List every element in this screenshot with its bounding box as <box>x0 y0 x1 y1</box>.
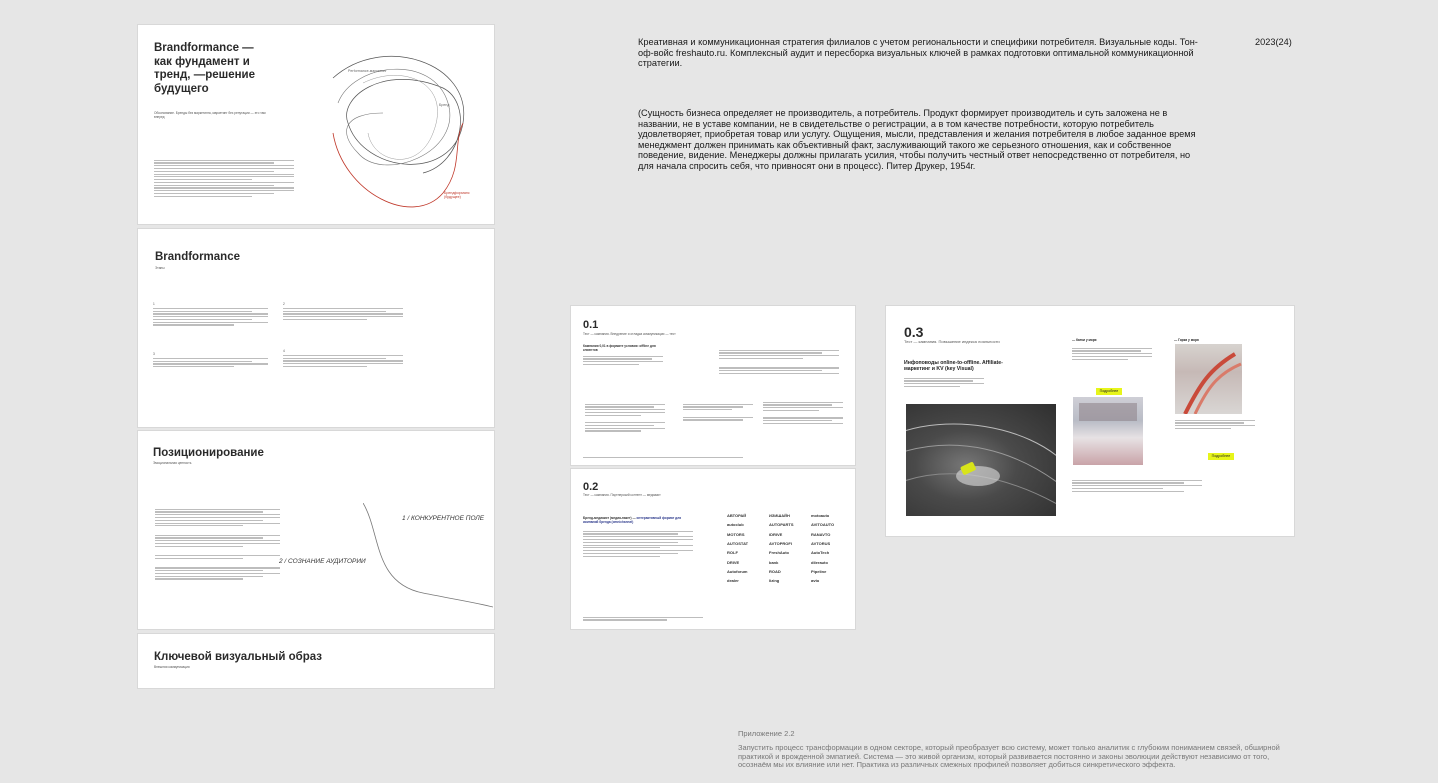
partner-logo: Pipeline <box>811 568 827 574</box>
slide-brandformance-foundation[interactable] <box>138 25 494 224</box>
partner-logo: АВТОРАЙ <box>727 513 747 518</box>
footnote <box>583 455 743 459</box>
slide-brandformance-stages[interactable] <box>138 229 494 427</box>
column-title-slides: — Горки у моря <box>1174 338 1199 342</box>
slide-subtitle: Внешняя коммуникация <box>154 665 190 669</box>
slide-body-text <box>154 158 294 199</box>
partner-logo: iDRIVE <box>769 531 783 537</box>
partner-logo: MOTORS <box>727 531 745 537</box>
partner-logo: ИЗИШАЙН <box>769 513 790 518</box>
slide-number: 0.2 <box>583 481 599 493</box>
footer-label: Приложение 2.2 <box>738 729 795 738</box>
text-block <box>583 354 663 367</box>
slide-test-campaign-03[interactable] <box>886 306 1294 536</box>
slide-title: Brandformance <box>155 251 240 263</box>
slide-subtitle: Тест — кампания. Партнерский контент — медиакит <box>583 493 661 497</box>
label-brand: Бренд <box>439 103 450 107</box>
text-block <box>719 348 839 376</box>
partner-logo: AVTOPROFI <box>769 540 792 546</box>
header-description: Креативная и коммуникационная стратегия филиалов с учетом региональности и специфики потребителя. Визуальные коды. Тон-оф-войс freshauto.ru. Комплексный аудит и пересборка визуальных ключей в рамках подготовки оптимальной коммуникационной стратегии. <box>638 37 1198 69</box>
details-button-1[interactable]: Подробнее <box>1096 388 1122 395</box>
partner-logo: AutoTech <box>811 550 830 556</box>
slide-test-campaign-02[interactable] <box>571 469 855 629</box>
logo-grid <box>727 513 847 589</box>
slide-heading: Инфоповоды online-to-offline. Affiliate-маркетинг и KV (key Visual) <box>904 360 1003 372</box>
slide-subtitle: Обоснование. Бренды без маркетинга, маркетинг без репутации — это там вперед <box>154 111 266 120</box>
slide-title: Позиционирование <box>153 447 264 459</box>
slide-number: 0.1 <box>583 319 599 331</box>
slide-subtitle: Этапы <box>155 266 165 270</box>
text-block <box>583 529 693 558</box>
partner-logo: AUTOPARTS <box>769 522 794 528</box>
partner-logo: dilerauto <box>811 559 828 565</box>
slide-body-text <box>155 507 280 581</box>
partner-logo: autoclub <box>727 522 744 528</box>
partner-logo: avto <box>811 578 820 584</box>
stage-1: 1 <box>153 302 268 327</box>
slide-subtitle: Тест — кампания. Повышение индекса лояльности <box>904 339 1000 344</box>
label-brandformance-future: Брендформанс (будущее) <box>444 191 470 199</box>
partner-logo: motoauto <box>811 513 830 518</box>
header-quote: (Сущность бизнеса определяет не производитель, а потребитель. Продукт формирует производитель и суть заложена не в названии, не в уставе компании, не в свидетельстве о регистрации, а в том качестве потребности, которую потребитель удовлетворяет, приобретая товар или услугу. Ощущения, мысли, представления и желания потребителя в любое заданное время менеджмент должен принимать как объективный факт, заслуживающий такого же серьезного отношения, как и собственное поведение, видение. Менеджеры должны прилагать усилия, чтобы получить честный ответ непосредственно от потребителя, но для начала спросить себя, что привносят они в процесс). Питер Друкер, 1954г. <box>638 108 1196 171</box>
partner-logo: dealer <box>727 578 739 584</box>
label-audience-mind: 2 / СОЗНАНИЕ АУДИТОРИИ <box>279 558 366 565</box>
partner-logo: AUTOSTAT <box>727 540 749 546</box>
partner-logo: ROLF <box>727 550 738 556</box>
partner-logo: lizing <box>769 578 780 584</box>
text-block <box>1072 478 1202 494</box>
slide-positioning[interactable] <box>138 431 494 629</box>
slide-key-visual[interactable] <box>138 634 494 688</box>
slide-number: 0.3 <box>904 324 924 340</box>
text-block <box>904 376 984 389</box>
text-block <box>683 402 753 422</box>
slide-subtitle: Эмоциональная ценность <box>153 461 192 465</box>
snow-slides-photo <box>1175 344 1242 414</box>
partner-logo: Autoforum <box>727 568 748 574</box>
ice-rink-photo <box>1073 397 1143 465</box>
text-block <box>585 402 665 433</box>
stage-2: 2 <box>283 302 403 322</box>
stage-3: 3 <box>153 352 268 369</box>
text-block <box>1175 418 1255 431</box>
text-block <box>763 400 843 426</box>
slide-title: Ключевой визуальный образ <box>154 651 323 663</box>
footnote <box>583 615 703 622</box>
slide-title: Brandformance — как фундамент и тренд, —решение будущего <box>154 42 256 95</box>
partner-logo: ROAD <box>769 568 781 574</box>
label-competitive-field: 1 / КОНКУРЕНТНОЕ ПОЛЕ <box>402 515 485 522</box>
stage-4: 4 <box>283 349 403 369</box>
footer-text: Запустить процесс трансформации в одном секторе, который преобразует всю систему, может только аналитик с глубоким пониманием связей, обширной практикой и врожденной эмпатией. Система — это живой организм, который развивается постоянно и законы эволюции действуют независимо от того, осознаём мы их влияние или нет. Практика из различных смежных профилей позволяет добиться синкретического эффекта. <box>738 743 1280 770</box>
slide-heading: Бренд-медиакит (медиа-пакет) — интерактивный формат для компаний бренда (omnichannel) <box>583 516 682 525</box>
details-button-2[interactable]: Подробнее <box>1208 453 1234 460</box>
partner-logo: DRIVE <box>727 559 740 565</box>
header-year: 2023(24) <box>1255 37 1292 47</box>
text-block <box>1072 346 1152 362</box>
slide-test-campaign-01[interactable] <box>571 306 855 465</box>
partner-logo: AVITOAUTO <box>811 522 835 528</box>
slide-subtitle: Тест — кампания. Внедрение и отладка коммуникации — тест <box>583 332 676 336</box>
partner-logo: bank <box>769 559 779 565</box>
label-performance: Performance-маркетинг <box>348 69 387 73</box>
partner-logo: RANAVTO <box>811 531 831 537</box>
partner-logo: FreshAuto <box>769 550 789 556</box>
drift-car-photo <box>906 404 1056 516</box>
column-title-skating: — Катки у моря <box>1072 338 1097 342</box>
partner-logo: AVTORUS <box>811 540 831 546</box>
slide-heading: Кампания 0,01 в формате условия: offline для клиентов <box>583 344 656 353</box>
